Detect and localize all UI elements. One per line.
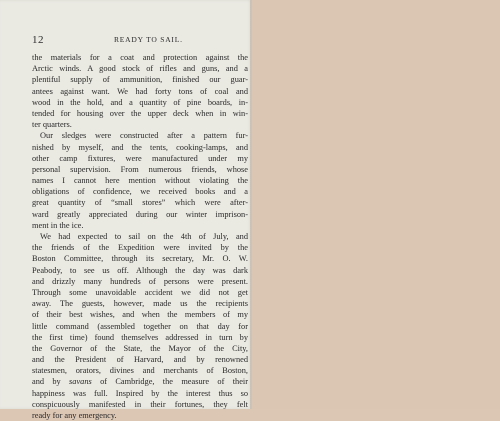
text-line: Our sledges were constructed after a pattern fur- — [40, 131, 248, 141]
text-line: nished by myself, and the tents, cooking-lamps, and — [32, 142, 248, 152]
running-head-title: READY TO SAIL. — [114, 35, 183, 44]
text-line: We had expected to sail on the 4th of July, and — [40, 232, 248, 241]
text-line: ment in the ice. — [32, 220, 84, 230]
text-line: wood in the hold, and a quantity of pine boards, in- — [32, 97, 248, 107]
text-line: happiness was full. Inspired by the interest thus so — [32, 388, 248, 398]
text-line: Boston Committee, through its secretary, Mr. O. W. — [32, 254, 248, 264]
text-line: other camp fixtures, were manufactured under my — [32, 153, 248, 163]
text-line: and the President of Harvard, and by renowned — [32, 355, 248, 365]
text-line: the materials for a coat and protection against the — [32, 53, 248, 62]
text-line: tended for housing over the upper deck when in win- — [32, 108, 248, 118]
text-line: ter quarters. — [32, 120, 72, 130]
page-number: 12 — [32, 34, 44, 46]
text-line: the first time) found themselves addressed in turn by — [32, 332, 248, 342]
text-line: ward greatly appreciated during our winter imprison- — [32, 209, 248, 219]
text-line: Peabody, to see us off. Although the day was dark — [32, 265, 248, 275]
text-line: the friends of the Expedition were invited by the — [32, 243, 248, 253]
right-page-blank — [252, 0, 500, 409]
running-head — [32, 34, 246, 48]
text-line: and by savans of Cambridge, the measure of their — [32, 377, 248, 387]
text-line: Arctic winds. A good stock of rifles and guns, and a — [32, 64, 248, 74]
text-line: the Governor of the State, the Mayor of the City, — [32, 343, 248, 353]
text-line: and drizzly many hundreds of persons were present. — [32, 276, 248, 286]
body-text — [32, 52, 248, 421]
text-line: statesmen, orators, divines and merchants of Boston, — [32, 366, 248, 376]
text-line: Through some unavoidable accident we did not get — [32, 287, 248, 297]
text-line: personal supervision. From numerous friends, whose — [32, 164, 248, 174]
text-line: plentiful supply of ammunition, finished our guar- — [32, 75, 248, 85]
text-line: obligations of confidence, we received books and a — [32, 187, 248, 197]
text-line: antees against want. We had forty tons of coal and — [32, 86, 248, 96]
text-line: ready for any emergency. — [32, 411, 117, 420]
italic-word: savans — [69, 377, 92, 387]
text-line: away. The guests, however, made us the recipients — [32, 299, 248, 309]
text-line: of their best wishes, and when the members of my — [32, 310, 248, 320]
text-line: little command (assembled together on that day for — [32, 321, 248, 331]
text-line: great quantity of “small stores” which were after- — [32, 198, 248, 208]
text-line: conspicuously manifested in their fortunes, they felt — [32, 399, 248, 409]
text-line: names I cannot here mention without violating the — [32, 176, 248, 186]
